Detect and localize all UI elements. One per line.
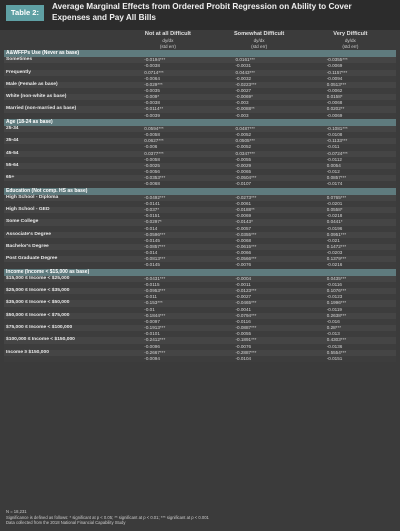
row-label: $50,000 ≤ Income < $75,000 (4, 313, 122, 319)
coefficient-cell: -0.0353*** (122, 175, 213, 181)
std-error-cell: -0.013 (305, 331, 396, 337)
coefficient-cell: 0.1379*** (305, 256, 396, 262)
coefficient-cell: -0.2412*** (122, 337, 213, 343)
std-error-cell: -0.0119 (305, 307, 396, 313)
std-error-cell: -0.0065 (214, 169, 305, 175)
std-error-cell: -0.0076 (214, 262, 305, 268)
row-label: Frequently (4, 70, 122, 76)
std-error-cell: -0.0032 (214, 76, 305, 82)
coefficient-cell: -0.0029 (214, 163, 305, 169)
row-label: 35-44 (4, 138, 122, 144)
subheader-label: (std err) (342, 44, 359, 49)
coefficient-cell: 0.0054 (305, 163, 396, 169)
std-error-cell: -0.003 (214, 100, 305, 106)
std-error-cell: -0.0069 (305, 63, 396, 69)
section-header-row (4, 269, 396, 276)
std-error-cell: -0.0107 (214, 181, 305, 187)
row-label: $25,000 ≤ Income < $35,000 (4, 288, 122, 294)
coefficient-cell: 0.1996*** (305, 300, 396, 306)
std-error-cell: -0.0052 (214, 132, 305, 138)
coefficient-cell: -0.029*** (122, 82, 213, 88)
std-error-cell: -0.0068 (122, 181, 213, 187)
coefficient-cell: -0.0596*** (122, 232, 213, 238)
std-error-cell: -0.0203 (305, 250, 396, 256)
coefficient-cell: -0.0088** (214, 106, 305, 112)
row-label: Post Graduate Degree (4, 256, 122, 262)
std-error-cell: -0.011 (122, 294, 213, 300)
column-header: Not at all Difficult (144, 31, 191, 37)
std-error-cell: -0.012 (305, 169, 396, 175)
row-label: 65+ (4, 175, 122, 181)
row-label: $100,000 ≤ Income < $150,000 (4, 337, 122, 343)
coefficient-cell: -0.1133*** (305, 138, 396, 144)
coefficient-cell: -0.0504*** (214, 175, 305, 181)
std-error-cell: -0.0069 (305, 113, 396, 119)
row-label: Income ≥ $150,000 (4, 350, 122, 356)
std-error-cell: -0.014 (122, 250, 213, 256)
coefficient-cell: 0.0347*** (214, 151, 305, 157)
coefficient-cell: 0.0505*** (214, 138, 305, 144)
row-label: High School - Diploma (4, 195, 122, 201)
coefficient-cell: -0.0794*** (214, 313, 305, 319)
coefficient-cell: 0.0627*** (122, 138, 213, 144)
coefficient-cell: -0.0025 (122, 163, 213, 169)
coefficient-cell: -0.0223*** (214, 82, 305, 88)
std-error-cell: -0.0216 (305, 262, 396, 268)
std-error-cell: -0.0116 (305, 282, 396, 288)
coefficient-cell: 0.0558* (305, 207, 396, 213)
std-error-cell: -0.0058 (122, 132, 213, 138)
std-error-cell: -0.0174 (305, 181, 396, 187)
row-label: Associate's Degree (4, 232, 122, 238)
row-label: High School - GED (4, 207, 122, 213)
coefficient-cell: -0.0953*** (122, 288, 213, 294)
section-title: Education (Not comp. HS as base) (4, 188, 396, 195)
table-notes (6, 509, 396, 526)
row-label: $15,000 ≤ Income < $25,000 (4, 276, 122, 282)
note-line: Significance is defined as follows: * significant at p < 0.05; ** significant at p < 0.01; *** significant at p < 0.001 (6, 514, 209, 520)
std-error-cell: -0.0061 (214, 201, 305, 207)
coefficient-cell: 0.0513*** (305, 82, 396, 88)
coefficient-cell: -0.153*** (122, 300, 213, 306)
coefficient-cell: 0.0202** (305, 106, 396, 112)
std-error-cell: -0.0035 (122, 88, 213, 94)
coefficient-cell: 0.4303*** (305, 337, 396, 343)
row-label: $35,000 ≤ Income < $50,000 (4, 300, 122, 306)
column-header: Somewhat Difficult (233, 31, 285, 37)
row-label: 55-64 (4, 163, 122, 169)
std-error-cell: -0.0151 (305, 356, 396, 362)
coefficient-cell: -0.1844*** (122, 313, 213, 319)
std-error-cell: -0.0011 (214, 282, 305, 288)
std-error-cell: -0.0058 (122, 157, 213, 163)
std-error-cell: -0.0062 (305, 88, 396, 94)
std-error-cell: -0.0115 (122, 282, 213, 288)
coefficient-cell: -0.2887*** (214, 350, 305, 356)
coefficient-cell: -0.1891*** (214, 337, 305, 343)
std-error-cell: -0.0055 (214, 157, 305, 163)
row-label: Male (Female as base) (4, 82, 122, 88)
std-error-cell: -0.0104 (214, 356, 305, 362)
table-row (4, 356, 396, 362)
std-error-cell: -0.0101 (122, 331, 213, 337)
std-error-cell: -0.0027 (214, 294, 305, 300)
table-number-tag: Table 2: (6, 5, 44, 21)
coefficient-cell: 0.0765*** (305, 195, 396, 201)
coefficient-cell: -0.009* (122, 94, 213, 100)
row-label: 25-34 (4, 126, 122, 132)
std-error-cell: -0.0056 (122, 169, 213, 175)
section-title: Age (18-24 as base) (4, 119, 396, 126)
coefficient-cell: 0.0857*** (305, 175, 396, 181)
row-label: 45-54 (4, 151, 122, 157)
coefficient-cell: -0.0492*** (122, 195, 213, 201)
results-table (4, 30, 396, 362)
std-error-cell: -0.014 (122, 226, 213, 232)
std-error-cell: -0.0096 (122, 344, 213, 350)
coefficient-cell: -0.0615*** (214, 244, 305, 250)
coefficient-cell: -0.0123*** (214, 288, 305, 294)
std-error-cell: -0.0151 (122, 213, 213, 219)
subheader-label: (std err) (251, 44, 268, 49)
column-header-blank (4, 30, 122, 38)
std-error-cell: -0.006 (122, 144, 213, 150)
subheader-label: (std err) (159, 44, 176, 49)
std-error-cell: -0.0068 (214, 238, 305, 244)
std-error-cell: -0.011 (305, 144, 396, 150)
coefficient-cell: 0.0714*** (122, 70, 213, 76)
column-header: Very Difficult (333, 31, 368, 37)
note-line: Data collected from the 2018 National Financial Capability Study (6, 520, 126, 526)
coefficient-cell: 0.0161*** (214, 57, 305, 63)
row-label: White (non-white as base) (4, 94, 122, 100)
std-error-cell: -0.0112 (305, 157, 396, 163)
coefficient-cell: -0.0857*** (122, 244, 213, 250)
coefficient-cell: -0.0813*** (122, 256, 213, 262)
coefficient-cell: 0.5554*** (305, 350, 396, 356)
coefficient-cell: -0.0566*** (214, 256, 305, 262)
std-error-cell: -0.0097 (122, 319, 213, 325)
std-error-cell: -0.0052 (214, 144, 305, 150)
std-error-cell: -0.0136 (305, 344, 396, 350)
subheader-label: dy/dx (344, 38, 356, 43)
coefficient-cell: -0.0465*** (214, 300, 305, 306)
coefficient-cell: -0.0143* (214, 219, 305, 225)
std-error-cell: -0.0094 (305, 76, 396, 82)
coefficient-cell: -0.0188** (214, 207, 305, 213)
coefficient-cell: 0.0377*** (122, 151, 213, 157)
coefficient-cell: 0.1472*** (305, 244, 396, 250)
coefficient-cell: -0.0004 (214, 276, 305, 282)
std-error-cell: -0.0031 (214, 63, 305, 69)
std-error-cell: -0.0069 (214, 213, 305, 219)
std-error-cell: -0.0123 (305, 294, 396, 300)
std-error-cell: -0.0145 (122, 262, 213, 268)
std-error-cell: -0.0116 (214, 319, 305, 325)
row-label: Some College (4, 219, 122, 225)
coefficient-cell: 0.0435*** (305, 276, 396, 282)
subheader-label: dy/dx (162, 38, 174, 43)
std-error-cell: -0.0038 (122, 63, 213, 69)
section-header-row (4, 188, 396, 195)
coefficient-cell: 0.2638*** (305, 313, 396, 319)
section-header-row (4, 119, 396, 126)
coefficient-cell: 0.0443*** (214, 70, 305, 76)
coefficient-cell: -0.2667*** (122, 350, 213, 356)
coefficient-cell: -0.0431*** (122, 276, 213, 282)
row-label: Married (non-married as base) (4, 106, 122, 112)
coefficient-cell: -0.0887*** (214, 325, 305, 331)
coefficient-cell: 0.0158* (305, 94, 396, 100)
std-error-cell: -0.01 (122, 307, 213, 313)
coefficient-cell: 0.0487*** (214, 126, 305, 132)
coefficient-cell: -0.0355*** (305, 57, 396, 63)
std-error-cell: -0.0141 (122, 201, 213, 207)
coefficient-cell: -0.0069* (214, 94, 305, 100)
coefficient-cell: -0.0114** (122, 106, 213, 112)
table-title: Average Marginal Effects from Ordered Probit Regression on Ability to Cover Expenses and Pay All Bills (52, 2, 352, 22)
std-error-cell: -0.0094 (122, 356, 213, 362)
coefficient-cell: 0.0951*** (305, 232, 396, 238)
note-line: N = 18,231 (6, 509, 27, 514)
coefficient-cell: -0.0724*** (305, 151, 396, 157)
row-label: Bachelor's Degree (4, 244, 122, 250)
std-error-cell: -0.0068 (305, 100, 396, 106)
coefficient-cell: -0.1081*** (305, 126, 396, 132)
coefficient-cell: 0.28*** (305, 325, 396, 331)
std-error-cell: -0.0064 (122, 76, 213, 82)
coefficient-cell: -0.0194*** (122, 57, 213, 63)
std-error-cell: -0.0041 (214, 307, 305, 313)
coefficient-cell: 0.0441* (305, 219, 396, 225)
std-error-cell: -0.0027 (214, 88, 305, 94)
std-error-cell: -0.0066 (214, 250, 305, 256)
coefficient-cell: -0.1913*** (122, 325, 213, 331)
coefficient-cell: -0.1157*** (305, 70, 396, 76)
coefficient-cell: -0.0355*** (214, 232, 305, 238)
coefficient-cell: 0.0594*** (122, 126, 213, 132)
std-error-cell: -0.0108 (305, 132, 396, 138)
row-label: $75,000 ≤ Income < $100,000 (4, 325, 122, 331)
std-error-cell: -0.0038 (122, 100, 213, 106)
std-error-cell: -0.0145 (122, 238, 213, 244)
column-header-row (4, 30, 396, 38)
subheader-label: dy/dx (253, 38, 265, 43)
std-error-cell: -0.016 (305, 319, 396, 325)
std-error-cell: -0.021 (305, 238, 396, 244)
std-error-cell: -0.0196 (305, 226, 396, 232)
section-header-row (4, 50, 396, 57)
std-error-cell: -0.003 (214, 113, 305, 119)
std-error-cell: -0.0039 (122, 113, 213, 119)
coefficient-cell: -0.0273*** (214, 195, 305, 201)
coefficient-cell: 0.1076*** (305, 288, 396, 294)
section-title: A&WFFPs Use (Never as base) (4, 50, 396, 57)
std-error-cell: -0.0055 (214, 331, 305, 337)
row-label: Sometimes (4, 57, 122, 63)
section-title: Income (Income < $15,000 as base) (4, 269, 396, 276)
std-error-cell: -0.0076 (214, 344, 305, 350)
std-error-cell: -0.0057 (214, 226, 305, 232)
std-error-cell: -0.0201 (305, 201, 396, 207)
std-error-cell: -0.0218 (305, 213, 396, 219)
coefficient-cell: -0.037* (122, 207, 213, 213)
coefficient-cell: -0.0297* (122, 219, 213, 225)
table-header-bar (0, 0, 400, 30)
